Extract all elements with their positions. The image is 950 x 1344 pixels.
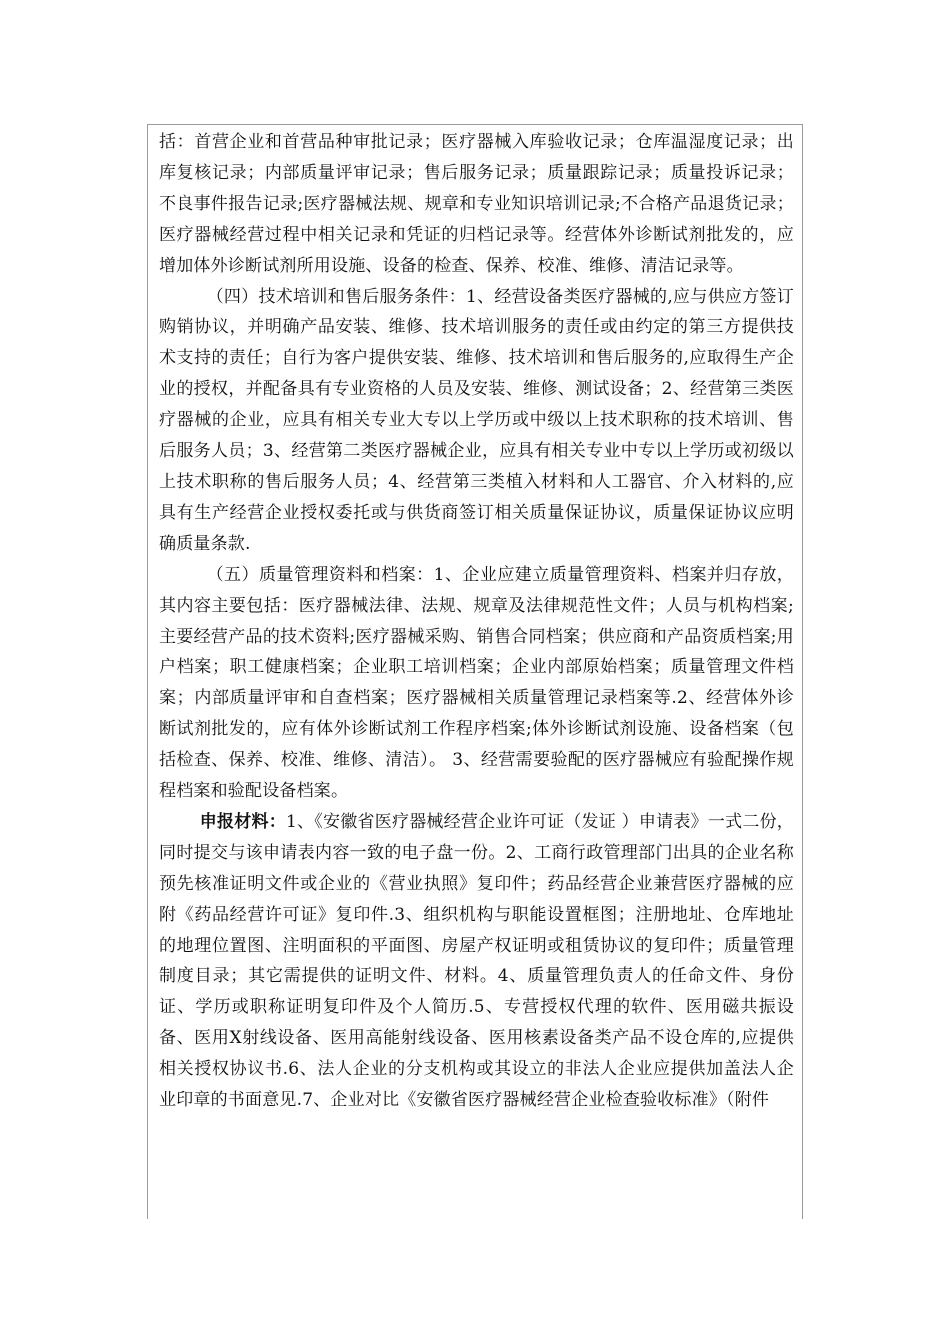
paragraph-application-materials <box>159 807 794 1116</box>
document-body <box>148 125 802 1116</box>
document-frame <box>147 124 803 1219</box>
application-materials-label: 申报材料： <box>199 811 286 832</box>
paragraph-quality-archives: （五）质量管理资料和档案：1、企业应建立质量管理资料、档案并归存放，其内容主要包括：医疗器械法律、法规、规章及法律规范性文件；人员与机构档案;主要经营产品的技术资料;医疗器械采购、销售合同档案；供应商和产品资质档案;用户档案；职工健康档案；企业职工培训档案；企业内部原始档案；质量管理文件档案；内部质量评审和自查档案；医疗器械相关质量管理记录档案等.2、经营体外诊断试剂批发的，应有体外诊断试剂工作程序档案;体外诊断试剂设施、设备档案（包括检查、保养、校准、维修、清洁）。 3、经营需要验配的医疗器械应有验配操作规程档案和验配设备档案。 <box>159 564 794 802</box>
application-materials-text: 1、《安徽省医疗器械经营企业许可证（发证 ）申请表》一式二份，同时提交与该申请表内容一致的电子盘一份。2、工商行政管理部门出具的企业名称预先核准证明文件或企业的《营业执照》复印件；药品经营企业兼营医疗器械的应附《药品经营许可证》复印件.3、组织机构与职能设置框图；注册地址、仓库地址的地理位置图、注明面积的平面图、房屋产权证明或租赁协议的复印件；质量管理制度目录；其它需提供的证明文件、材料。4、质量管理负责人的任命文件、身份证、学历或职称证明复印件及个人简历.5、专营授权代理的软件、医用磁共振设备、医用X射线设备、医用高能射线设备、医用核素设备类产品不设仓库的,应提供相关授权协议书.6、法人企业的分支机构或其设立的非法人企业应提供加盖法人企业印章的书面意见.7、企业对比《安徽省医疗器械经营企业检查验收标准》（附件 <box>159 811 795 1111</box>
paragraph-records-continued: 括：首营企业和首营品种审批记录；医疗器械入库验收记录；仓库温湿度记录；出库复核记录；内部质量评审记录；售后服务记录；质量跟踪记录；质量投诉记录；不良事件报告记录;医疗器械法规、规章和专业知识培训记录;不合格产品退货记录；医疗器械经营过程中相关记录和凭证的归档记录等。经营体外诊断试剂批发的，应增加体外诊断试剂所用设施、设备的检查、保养、校准、维修、清洁记录等。 <box>159 132 794 276</box>
paragraph-technical-training: （四）技术培训和售后服务条件：1、经营设备类医疗器械的,应与供应方签订购销协议，并明确产品安装、维修、技术培训服务的责任或由约定的第三方提供技术支持的责任；自行为客户提供安装、维修、技术培训和售后服务的,应取得生产企业的授权，并配备具有专业资格的人员及安装、维修、测试设备；2、经营第三类医疗器械的企业，应具有相关专业大专以上学历或中级以上技术职称的技术培训、售后服务人员；3、经营第二类医疗器械企业，应具有相关专业中专以上学历或初级以上技术职称的售后服务人员；4、经营第三类植入材料和人工器官、介入材料的,应具有生产经营企业授权委托或与供货商签订相关质量保证协议，质量保证协议应明确质量条款. <box>159 286 794 554</box>
